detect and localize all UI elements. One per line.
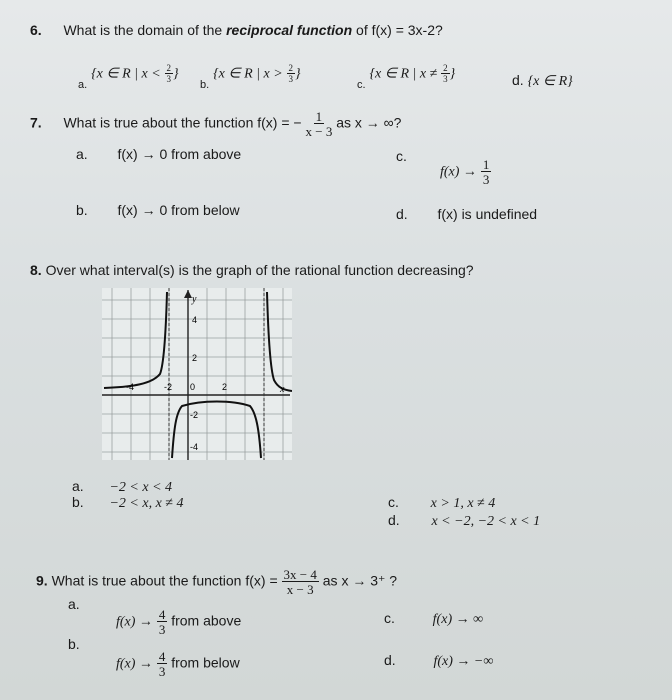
q7-option-d[interactable] xyxy=(396,206,537,222)
graph-x-label: x xyxy=(280,384,285,395)
q9-prefix: What is true about the function f(x) = xyxy=(51,572,278,589)
q9-option-d-letter: d. xyxy=(384,652,396,668)
curve-branch-middle xyxy=(172,402,261,459)
q7-option-d-letter: d. xyxy=(396,206,408,222)
q7-suffix: as x → ∞? xyxy=(336,114,402,131)
q6-option-b-letter: b. xyxy=(200,78,210,91)
q9-suffix: as x → 3⁺ ? xyxy=(322,572,398,589)
rational-function-graph xyxy=(102,288,292,460)
q7-option-c-fraction: $\frac{1}{3}$ xyxy=(482,157,490,187)
q8-option-c-text: x > 1, x ≠ 4 xyxy=(430,496,496,511)
q9-number: 9. xyxy=(36,572,48,589)
q7-option-c-text: f(x) → xyxy=(440,164,477,180)
graph-x-tick: -4 xyxy=(126,382,135,392)
q8-option-b-text: −2 < x, x ≠ 4 xyxy=(109,496,184,511)
q7-option-b-letter: b. xyxy=(76,202,88,218)
q7-option-b-text: f(x) → 0 from below xyxy=(117,202,240,218)
q6-option-c-letter: c. xyxy=(357,78,366,91)
q9-option-a[interactable] xyxy=(116,608,241,636)
q8-option-a-letter: a. xyxy=(72,478,84,494)
q8-number: 8. xyxy=(30,262,42,278)
q6-option-b-text: {x ∈ R | x > xyxy=(213,66,283,82)
q7-option-c-letter[interactable]: c. xyxy=(396,148,407,164)
graph-x-tick: -2 xyxy=(164,382,173,392)
q9-option-d-text: f(x) → −∞ xyxy=(433,654,494,669)
q6-option-c-fraction: $\frac{2}{3}$ xyxy=(443,63,448,84)
q7-question xyxy=(30,110,401,138)
graph-y-tick: -2 xyxy=(190,410,199,420)
graph-y-tick: 2 xyxy=(192,353,198,363)
q8-option-c-letter: c. xyxy=(388,494,399,510)
q6-question xyxy=(30,22,443,38)
q7-number: 7. xyxy=(30,114,42,131)
q6-option-c[interactable]: $_{c.}$ {x ∈ R | x ≠ $\frac{2}{3}$ } xyxy=(357,63,456,91)
q6-option-d-letter: d. xyxy=(512,72,524,88)
q6-option-c-text: {x ∈ R | x ≠ xyxy=(369,66,438,82)
q9-option-b-fraction: $\frac{4}{3}$ xyxy=(158,649,166,679)
q6-option-a-fraction: $\frac{2}{3}$ xyxy=(166,63,172,84)
q9-option-a-post: from above xyxy=(171,612,242,629)
curve-branch-left xyxy=(104,292,167,388)
q6-number: 6. xyxy=(30,22,42,38)
q9-option-c-text: f(x) → ∞ xyxy=(432,612,484,627)
y-axis-arrow xyxy=(184,290,192,298)
q8-text: Over what interval(s) is the graph of the rational function decreasing? xyxy=(45,262,474,278)
q8-option-d[interactable] xyxy=(388,512,540,530)
q6-option-a-text: {x ∈ R | x < xyxy=(91,66,161,82)
q8-option-d-letter: d. xyxy=(388,512,400,528)
q7-option-b[interactable] xyxy=(76,202,240,218)
q8-option-b-letter: b. xyxy=(72,494,84,510)
q6-option-b-fraction: $\frac{2}{3}$ xyxy=(288,63,294,84)
q6-option-a[interactable]: $_{a.}$ {x ∈ R | x < $\frac{2}{3}$ } xyxy=(78,63,179,91)
q9-option-c-letter: c. xyxy=(384,610,395,626)
q6-option-d[interactable] xyxy=(512,72,573,90)
q6-option-b[interactable]: $_{b.}$ {x ∈ R | x > $\frac{2}{3}$ } xyxy=(200,63,301,91)
q8-option-b[interactable] xyxy=(72,494,183,512)
q9-option-b-post: from below xyxy=(171,654,240,671)
q6-bold: reciprocal function xyxy=(226,22,353,38)
graph-y-tick: -4 xyxy=(190,442,199,452)
graph-x-tick: 0 xyxy=(190,382,196,392)
q9-option-a-fraction: $\frac{4}{3}$ xyxy=(158,607,166,637)
q8-option-c[interactable] xyxy=(388,494,495,512)
q9-option-a-pre: f(x) → xyxy=(116,614,153,630)
q6-option-a-letter: a. xyxy=(78,78,88,91)
q7-prefix: What is true about the function f(x) = − xyxy=(63,114,302,131)
q9-question xyxy=(36,568,397,596)
q7-fraction: $\frac{1}{x - 3}$ xyxy=(305,109,333,139)
q8-option-a-text: −2 < x < 4 xyxy=(109,480,173,495)
q9-option-b-pre: f(x) → xyxy=(116,656,153,672)
q9-option-c[interactable] xyxy=(384,610,483,628)
graph-svg xyxy=(102,288,292,460)
q9-option-b[interactable] xyxy=(116,650,240,678)
graph-y-tick: 4 xyxy=(192,315,198,325)
q8-question xyxy=(30,262,474,278)
q9-option-a-letter[interactable]: a. xyxy=(68,596,80,612)
q7-option-a[interactable] xyxy=(76,146,241,162)
q8-option-d-text: x < −2, −2 < x < 1 xyxy=(431,514,541,529)
q9-fraction: $\frac{3x - 4}{x - 3}$ xyxy=(283,567,317,597)
q7-option-a-text: f(x) → 0 from above xyxy=(117,146,242,162)
q7-option-d-text: f(x) is undefined xyxy=(437,206,538,222)
q7-option-c[interactable] xyxy=(440,158,491,186)
q9-option-b-letter[interactable]: b. xyxy=(68,636,80,652)
graph-y-label: y xyxy=(192,294,197,305)
graph-x-tick: 2 xyxy=(222,382,228,392)
q6-option-d-text: {x ∈ R} xyxy=(527,74,573,89)
q6-suffix: of f(x) = 3x-2? xyxy=(352,22,443,38)
q9-option-d[interactable] xyxy=(384,652,493,670)
q7-option-a-letter: a. xyxy=(76,146,88,162)
q6-prefix: What is the domain of the xyxy=(63,22,227,38)
